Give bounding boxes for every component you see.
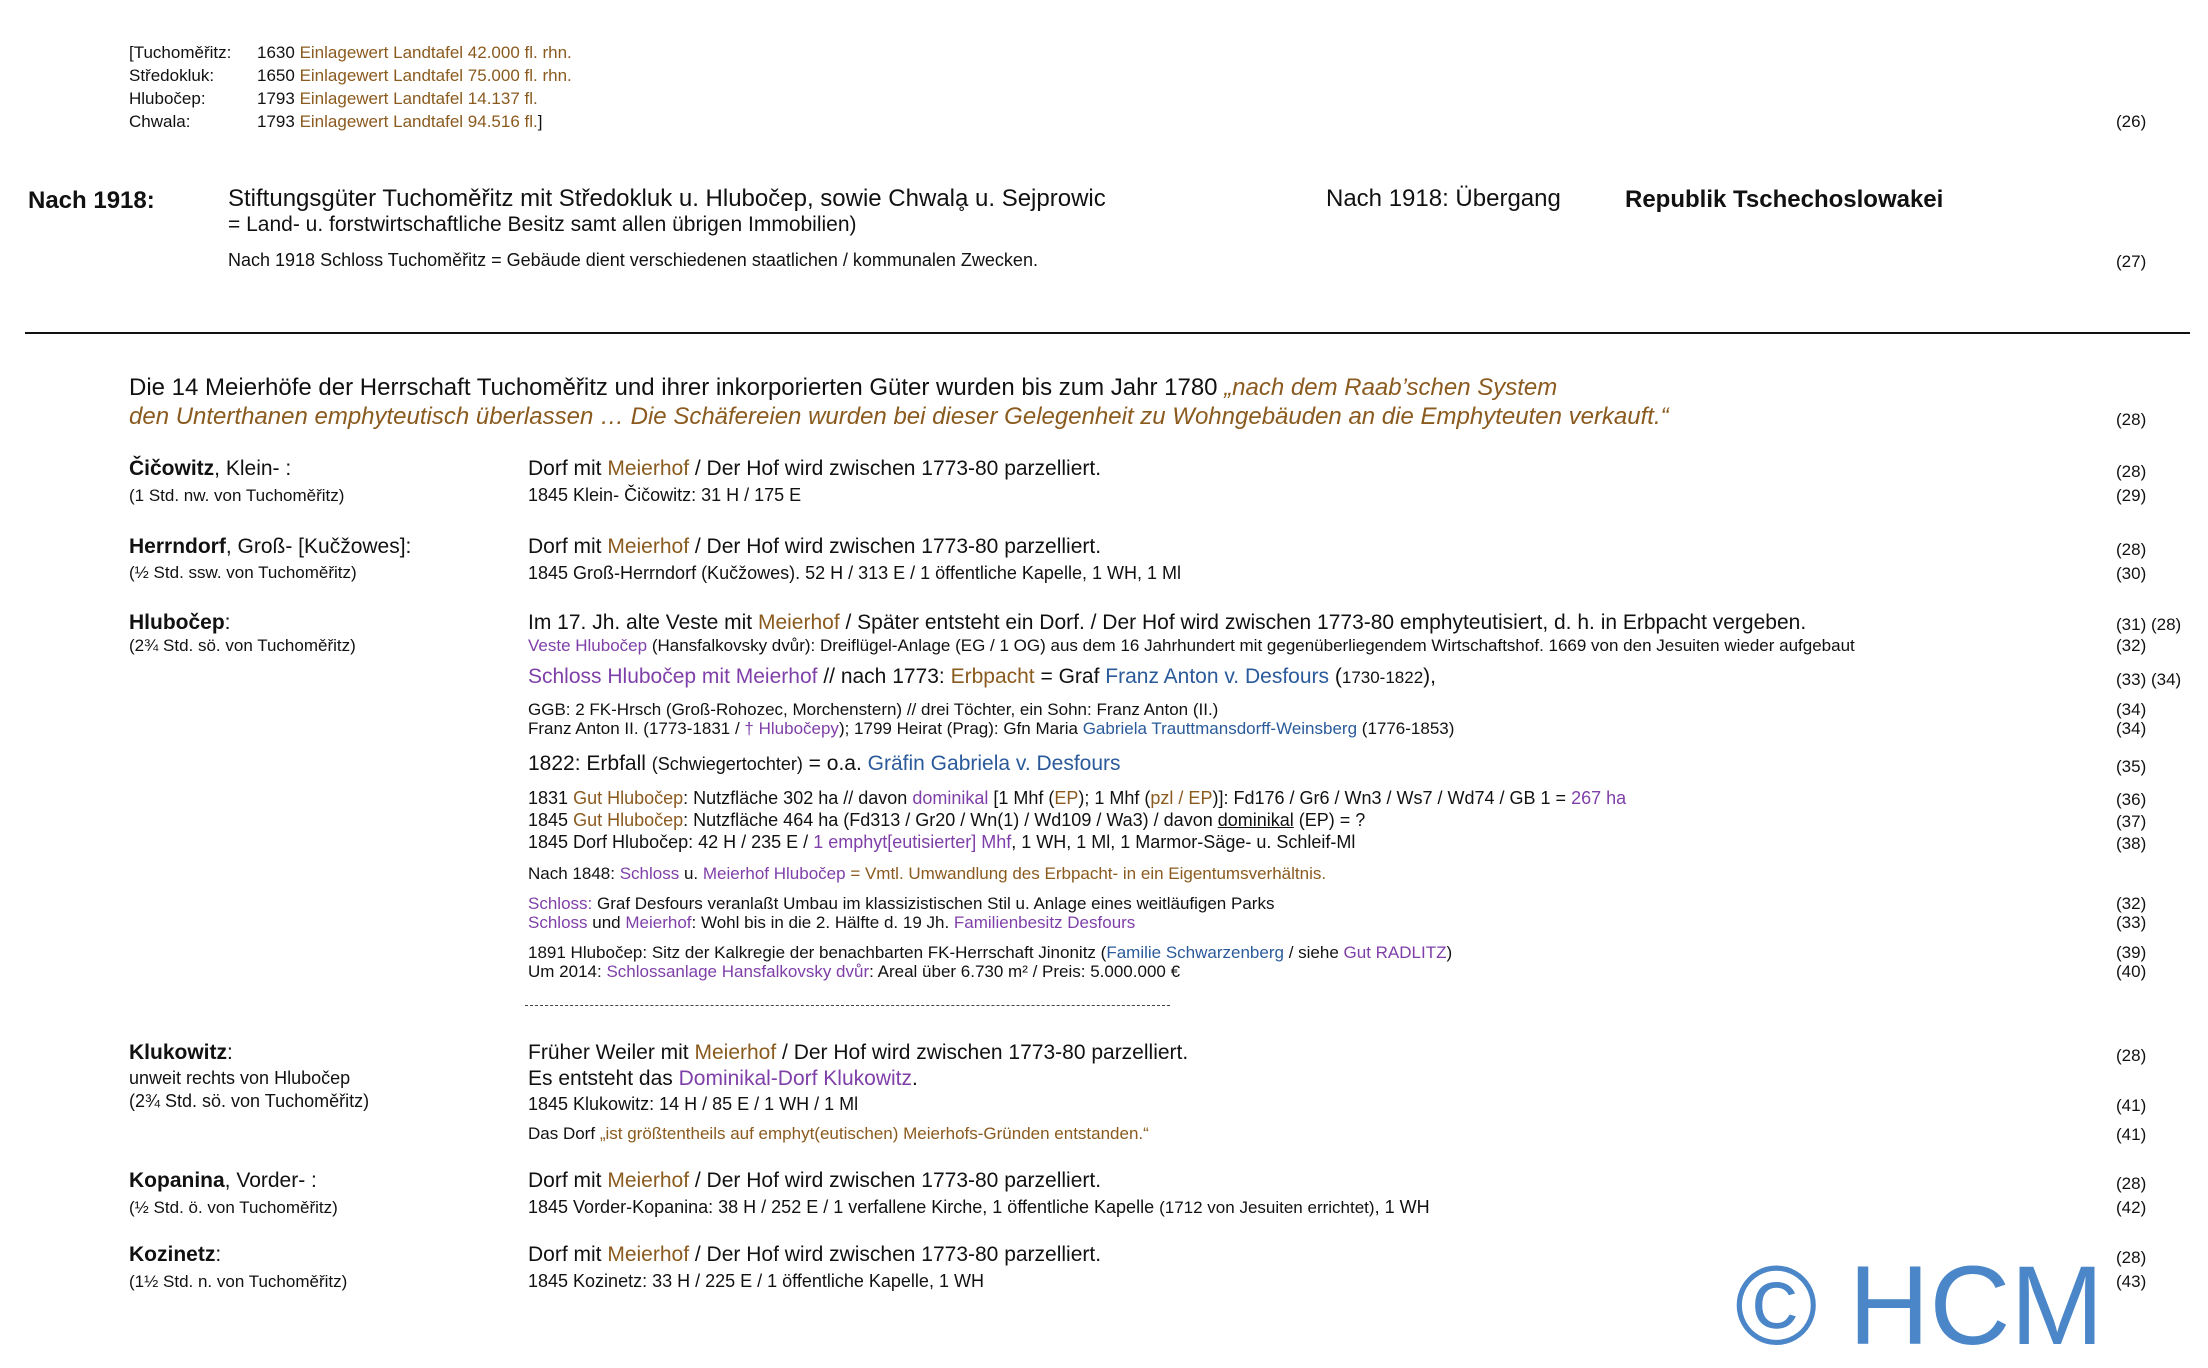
dashed-divider	[525, 1005, 1170, 1006]
entry-subtitle: (2¾ Std. sö. von Tuchoměřitz)	[129, 636, 356, 655]
entry-line: Dorf mit Meierhof / Der Hof wird zwischen 1773-80 parzelliert.	[528, 1169, 1102, 1192]
entry-line: 1845 Klukowitz: 14 H / 85 E / 1 WH / 1 Ml	[528, 1094, 859, 1114]
entry-line: 1845 Gut Hlubočep: Nutzfläche 464 ha (Fd313 / Gr20 / Wn(1) / Wd109 / Wa3) / davon dominikal (EP) = ?	[528, 810, 1366, 830]
entry-line: 1845 Groß-Herrndorf (Kučžowes). 52 H / 313 E / 1 öffentliche Kapelle, 1 WH, 1 Ml	[528, 563, 1181, 583]
nach-1918-label: Nach 1918:	[28, 187, 155, 214]
footnote-ref: (32)	[2116, 636, 2147, 655]
footnote-ref: (39)	[2116, 943, 2147, 962]
footnote-ref: (28)	[2116, 462, 2147, 481]
entry-subtitle: (2¾ Std. sö. von Tuchoměřitz)	[129, 1091, 370, 1111]
section-divider	[25, 332, 2190, 334]
footnote-ref: (33) (34)	[2116, 670, 2182, 689]
entry-subtitle: (1½ Std. n. von Tuchoměřitz)	[129, 1272, 348, 1291]
top-row-1: [Tuchoměřitz: 1630 Einlagewert Landtafel 42.000 fl. rhn.	[129, 43, 572, 62]
footnote-ref: (29)	[2116, 486, 2147, 505]
footnote-ref: (32)	[2116, 894, 2147, 913]
entry-line: Nach 1848: Schloss u. Meierhof Hlubočep = Vmtl. Umwandlung des Erbpacht- in ein Eigentumsverhältnis.	[528, 864, 1327, 883]
entry-line: 1822: Erbfall (Schwiegertochter) = o.a. Gräfin Gabriela v. Desfours	[528, 752, 1121, 775]
footnote-ref: (37)	[2116, 812, 2147, 831]
footnote-ref: (41)	[2116, 1096, 2147, 1115]
entry-line: 1845 Klein- Čičowitz: 31 H / 175 E	[528, 485, 802, 505]
entry-line: Dorf mit Meierhof / Der Hof wird zwischen 1773-80 parzelliert.	[528, 457, 1102, 480]
entry-line: Schloss: Graf Desfours veranlaßt Umbau im klassizistischen Stil u. Anlage eines weitläufigen Parks	[528, 894, 1275, 913]
entry-line: Schloss Hlubočep mit Meierhof // nach 1773: Erbpacht = Graf Franz Anton v. Desfours (1730-1822),	[528, 665, 1436, 688]
entry-title: Herrndorf, Groß- [Kučžowes]:	[129, 535, 412, 558]
entry-title: Čičowitz, Klein- :	[129, 457, 292, 480]
top-row-3: Hlubočep: 1793 Einlagewert Landtafel 14.137 fl.	[129, 89, 538, 108]
entry-line: 1831 Gut Hlubočep: Nutzfläche 302 ha // davon dominikal [1 Mhf (EP); 1 Mhf (pzl / EP)]: Fd176 / Gr6 / Wn3 / Ws7 / Wd74 / GB 1 = 267 ha	[528, 788, 1627, 808]
footnote-ref: (41)	[2116, 1125, 2147, 1144]
republik-label: Republik Tschechoslowakei	[1625, 186, 1944, 213]
footnote-ref: (38)	[2116, 834, 2147, 853]
uebergang-label: Nach 1918: Übergang	[1326, 185, 1561, 212]
entry-title: Hlubočep:	[129, 611, 231, 634]
entry-line: Um 2014: Schlossanlage Hansfalkovsky dvůr: Areal über 6.730 m² / Preis: 5.000.000 €	[528, 962, 1181, 981]
copyright-watermark: © HCM	[1735, 1243, 2104, 1368]
footnote-ref: (40)	[2116, 962, 2147, 981]
entry-line: 1845 Kozinetz: 33 H / 225 E / 1 öffentliche Kapelle, 1 WH	[528, 1271, 984, 1291]
nach-1918-line2: = Land- u. forstwirtschaftliche Besitz samt allen übrigen Immobilien)	[228, 213, 857, 236]
footnote-ref: (26)	[2116, 112, 2147, 131]
footnote-ref: (42)	[2116, 1198, 2147, 1217]
footnote-ref: (31) (28)	[2116, 615, 2182, 634]
footnote-ref: (27)	[2116, 252, 2147, 271]
entry-line: 1845 Vorder-Kopanina: 38 H / 252 E / 1 verfallene Kirche, 1 öffentliche Kapelle (1712 von Jesuiten errichtet), 1 WH	[528, 1197, 1430, 1217]
entry-line: 1891 Hlubočep: Sitz der Kalkregie der benachbarten FK-Herrschaft Jinonitz (Familie Schwarzenberg / siehe Gut RADLITZ)	[528, 943, 1453, 962]
entry-line: Es entsteht das Dominikal-Dorf Klukowitz.	[528, 1067, 918, 1090]
footnote-ref: (28)	[2116, 1046, 2147, 1065]
entry-line: Früher Weiler mit Meierhof / Der Hof wird zwischen 1773-80 parzelliert.	[528, 1041, 1189, 1064]
footnote-ref: (30)	[2116, 564, 2147, 583]
top-row-4: Chwala: 1793 Einlagewert Landtafel 94.516 fl.]	[129, 112, 543, 131]
footnote-ref: (36)	[2116, 790, 2147, 809]
footnote-ref: (34)	[2116, 719, 2147, 738]
footnote-ref: (28)	[2116, 1174, 2147, 1193]
footnote-ref: (43)	[2116, 1272, 2147, 1291]
footnote-ref: (34)	[2116, 700, 2147, 719]
entry-line: Im 17. Jh. alte Veste mit Meierhof / Später entsteht ein Dorf. / Der Hof wird zwischen 1773-80 emphyteutisiert, d. h. in Erbpacht vergeben.	[528, 611, 1807, 634]
entry-line: Dorf mit Meierhof / Der Hof wird zwischen 1773-80 parzelliert.	[528, 535, 1102, 558]
footnote-ref: (28)	[2116, 1248, 2147, 1267]
footnote-ref: (28)	[2116, 540, 2147, 559]
entry-subtitle: (1 Std. nw. von Tuchoměřitz)	[129, 486, 345, 505]
entry-subtitle: (½ Std. ssw. von Tuchoměřitz)	[129, 563, 357, 582]
nach-1918-line1: Stiftungsgüter Tuchoměřitz mit Středokluk u. Hlubočep, sowie Chwalḁ u. Sejprowic	[228, 185, 1106, 212]
entry-subtitle: unweit rechts von Hlubočep	[129, 1068, 351, 1088]
entry-line: Dorf mit Meierhof / Der Hof wird zwischen 1773-80 parzelliert.	[528, 1243, 1102, 1266]
entry-line: GGB: 2 FK-Hrsch (Groß-Rohozec, Morchenstern) // drei Töchter, ein Sohn: Franz Anton (II.)	[528, 700, 1219, 719]
intro-line2: den Unterthanen emphyteutisch überlassen … Die Schäfereien wurden bei dieser Gelegenheit zu Wohngebäuden an die Emphyteuten verkauft.“	[129, 403, 1669, 430]
entry-line: Schloss und Meierhof: Wohl bis in die 2. Hälfte d. 19 Jh. Familienbesitz Desfours	[528, 913, 1136, 932]
entry-line: Das Dorf „ist größtentheils auf emphyt(eutischen) Meierhofs-Gründen entstanden.“	[528, 1124, 1149, 1143]
entry-title: Klukowitz:	[129, 1041, 233, 1064]
entry-subtitle: (½ Std. ö. von Tuchoměřitz)	[129, 1198, 338, 1217]
entry-line: 1845 Dorf Hlubočep: 42 H / 235 E / 1 emphyt[eutisierter] Mhf, 1 WH, 1 Ml, 1 Marmor-Säge- u. Schleif-Ml	[528, 832, 1356, 852]
intro-line1: Die 14 Meierhöfe der Herrschaft Tuchoměřitz und ihrer inkorporierten Güter wurden bis zum Jahr 1780 „nach dem Raab’schen System	[129, 374, 1558, 401]
entry-line: Franz Anton II. (1773-1831 / † Hlubočepy); 1799 Heirat (Prag): Gfn Maria Gabriela Trauttmansdorff-Weinsberg (1776-1853)	[528, 719, 1455, 738]
footnote-ref: (35)	[2116, 757, 2147, 776]
entry-title: Kozinetz:	[129, 1243, 222, 1266]
footnote-ref: (28)	[2116, 410, 2147, 429]
entry-title: Kopanina, Vorder- :	[129, 1169, 317, 1192]
top-row-2: Středokluk: 1650 Einlagewert Landtafel 75.000 fl. rhn.	[129, 66, 572, 85]
nach-1918-line3: Nach 1918 Schloss Tuchoměřitz = Gebäude dient verschiedenen staatlichen / kommunalen Zwecken.	[228, 250, 1038, 270]
entry-line: Veste Hlubočep (Hansfalkovsky dvůr): Dreiflügel-Anlage (EG / 1 OG) aus dem 16 Jahrhundert mit gegenüberliegendem Wirtschaftshof. 1669 von den Jesuiten wieder aufgebaut	[528, 636, 1855, 655]
footnote-ref: (33)	[2116, 913, 2147, 932]
